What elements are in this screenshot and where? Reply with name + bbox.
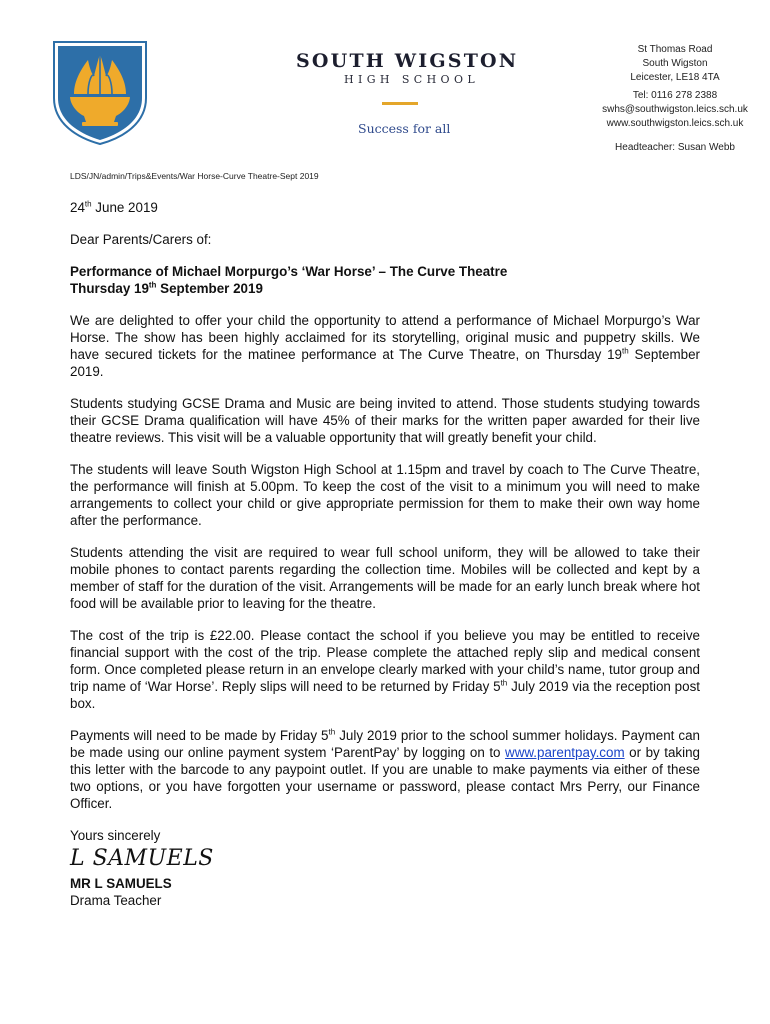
signature: L SAMUELS — [70, 846, 214, 871]
contact-town: South Wigston — [642, 58, 708, 69]
contact-block — [594, 43, 756, 155]
school-crest-logo — [52, 40, 148, 146]
letter-reference: LDS/JN/admin/Trips&Events/War Horse-Curve Theatre-Sept 2019 — [70, 171, 319, 181]
contact-email: swhs@southwigston.leics.sch.uk — [602, 104, 748, 115]
letter-title: Performance of Michael Morpurgo’s ‘War Horse’ – The Curve Theatre Thursday 19th September 2019 — [70, 264, 508, 296]
school-subtitle: HIGH SCHOOL — [344, 73, 480, 86]
contact-street: St Thomas Road — [637, 44, 713, 55]
paragraph-1: We are delighted to offer your child the opportunity to attend a performance of Michael Morpurgo’s War Horse. The show has been highly acclaimed for its storytelling, original music and puppetry skills. We have secured tickets for the matinee performance at The Curve Theatre, on Thursday 19th September 2019. — [70, 313, 700, 379]
contact-web: www.southwigston.leics.sch.uk — [606, 118, 744, 129]
header-divider — [382, 102, 418, 105]
school-name: SOUTH WIGSTON — [296, 50, 519, 72]
contact-city: Leicester, LE18 4TA — [630, 72, 720, 83]
contact-headteacher: Headteacher: Susan Webb — [615, 142, 735, 153]
paragraph-3: The students will leave South Wigston High School at 1.15pm and travel by coach to The Curve Theatre, the performance will finish at 5.00pm. To keep the cost of the visit to a minimum you will need to make arrangements to collect your child or give appropriate permission for them to make their own way home after the performance. — [70, 462, 700, 528]
contact-tel: Tel: 0116 278 2388 — [632, 90, 718, 101]
signer-name: MR L SAMUELS — [70, 876, 172, 891]
letter-salutation: Dear Parents/Carers of: — [70, 232, 212, 247]
letter-closing: Yours sincerely — [70, 828, 161, 843]
paragraph-5: The cost of the trip is £22.00. Please contact the school if you believe you may be entitled to receive financial support with the cost of the trip. Please complete the attached reply slip and medical consent form. Once completed please return in an envelope clearly marked with your child’s name, tutor group and trip name of ‘War Horse’. Reply slips will need to be returned by Friday 5th July 2019 via the reception post box. — [70, 628, 700, 711]
paragraph-4: Students attending the visit are required to wear full school uniform, they will be allowed to take their mobile phones to contact parents regarding the collection time. Mobiles will be collected and kept by a member of staff for the duration of the visit. Arrangements will be made for an early lunch break where hot food will be available prior to leaving for the theatre. — [70, 545, 700, 611]
paragraph-2: Students studying GCSE Drama and Music are being invited to attend. Those students studying towards their GCSE Drama qualification will have 45% of their marks for the written paper awarded for their live theatre reviews. This visit will be a valuable opportunity that will greatly benefit your child. — [70, 396, 700, 445]
parentpay-link[interactable]: www.parentpay.com — [505, 745, 625, 760]
paragraph-6: Payments will need to be made by Friday 5th July 2019 prior to the school summer holidays. Payment can be made using our online payment system ‘ParentPay’ by logging on to www.parentpay.com or by taking this letter with the barcode to any paypoint outlet. If you are unable to make payments via either of these two options, or you have forgotten your username or password, please contact Mrs Perry, our Finance Officer. — [70, 727, 700, 811]
signer-role: Drama Teacher — [70, 893, 162, 908]
letter-body — [70, 199, 700, 909]
letter-date: 24th June 2019 — [70, 199, 158, 215]
school-motto: Success for all — [358, 121, 451, 136]
